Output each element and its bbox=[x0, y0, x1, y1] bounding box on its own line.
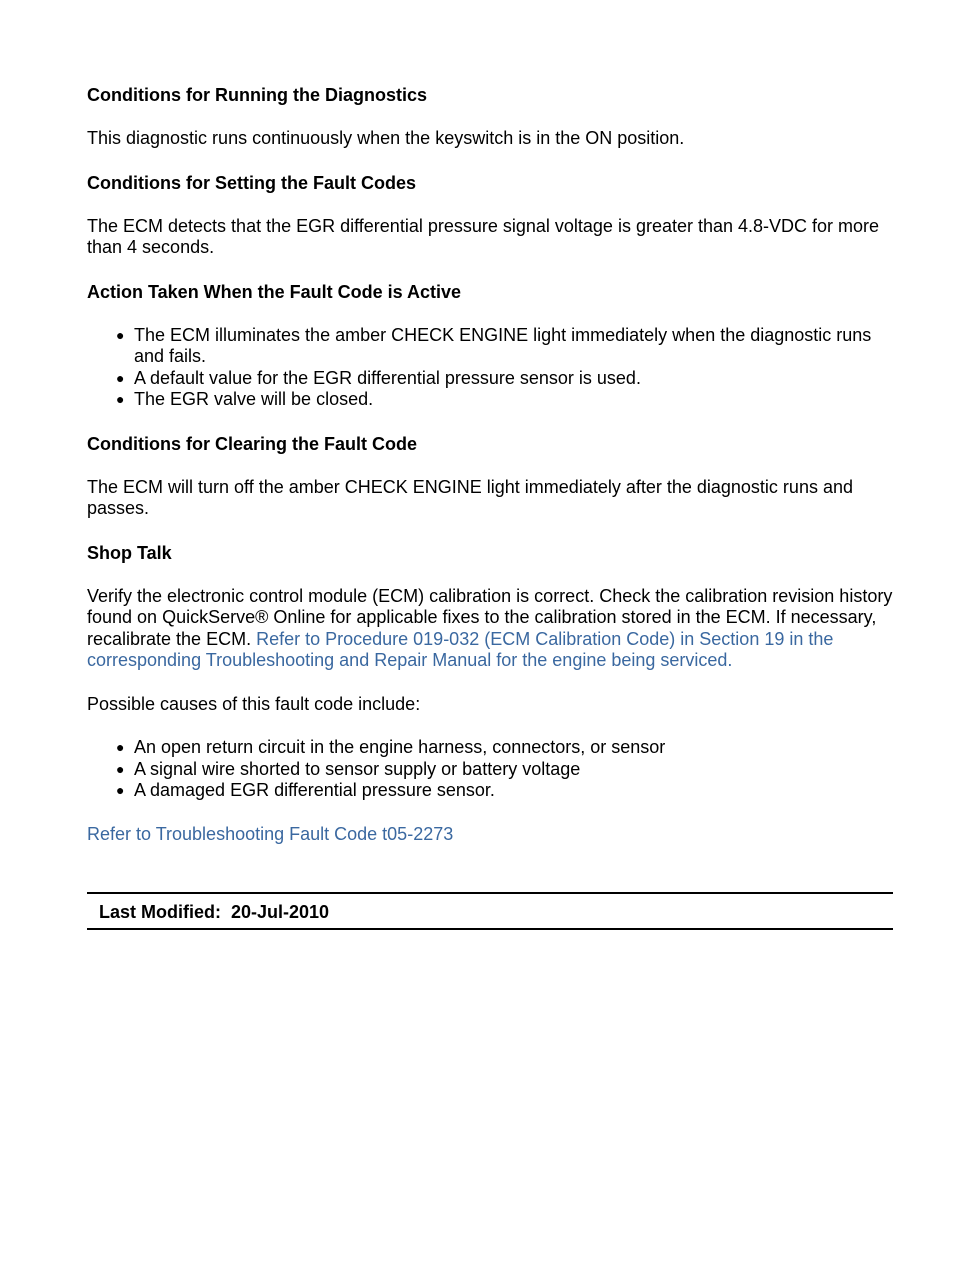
document-body bbox=[87, 84, 893, 867]
bullet-icon: ● bbox=[116, 326, 125, 343]
last-modified-label: Last Modified: 20-Jul-2010 bbox=[99, 902, 330, 922]
bullet-icon: ● bbox=[116, 369, 125, 386]
causes-list bbox=[87, 737, 893, 802]
heading-clearing-conditions: Conditions for Clearing the Fault Code bbox=[87, 433, 417, 454]
running-conditions-text: This diagnostic runs continuously when the keyswitch is in the ON position. bbox=[87, 128, 685, 148]
heading-action-taken: Action Taken When the Fault Code is Active bbox=[87, 281, 462, 302]
fault-code-reference bbox=[87, 824, 893, 846]
action-taken-list bbox=[87, 325, 893, 411]
list-item-text: An open return circuit in the engine harness, connectors, or sensor bbox=[134, 737, 666, 757]
list-item bbox=[116, 758, 893, 781]
list-item bbox=[116, 780, 893, 802]
bullet-icon: ● bbox=[116, 391, 125, 407]
clearing-conditions-text: The ECM will turn off the amber CHECK ENGINE light immediately after the diagnostic runs and passes. bbox=[87, 476, 853, 518]
bullet-icon: ● bbox=[116, 739, 125, 755]
list-item bbox=[116, 367, 893, 390]
list-item-text: A signal wire shorted to sensor supply or battery voltage bbox=[134, 758, 581, 779]
fault-code-link[interactable]: Refer to Troubleshooting Fault Code t05-2273 bbox=[87, 823, 454, 844]
list-item-text: The EGR valve will be closed. bbox=[134, 389, 374, 409]
heading-shop-talk: Shop Talk bbox=[87, 542, 172, 563]
bullet-icon: ● bbox=[116, 782, 125, 798]
shop-talk-text bbox=[87, 586, 893, 672]
causes-intro: Possible causes of this fault code include: bbox=[87, 693, 421, 714]
list-item bbox=[116, 324, 893, 368]
heading-setting-conditions: Conditions for Setting the Fault Codes bbox=[87, 172, 416, 193]
list-item-text: A damaged EGR differential pressure sensor. bbox=[134, 780, 495, 800]
list-item-text: A default value for the EGR differential pressure sensor is used. bbox=[134, 367, 641, 388]
bullet-icon: ● bbox=[116, 760, 125, 777]
footer-bar bbox=[87, 892, 893, 930]
list-item bbox=[116, 389, 893, 411]
procedure-link[interactable]: Refer to Procedure 019-032 (ECM Calibration Code) in Section 19 in the corresponding Troubleshooting and Repair Manual for the engine being serviced. bbox=[87, 628, 834, 670]
list-item bbox=[116, 737, 893, 759]
list-item-text: The ECM illuminates the amber CHECK ENGINE light immediately when the diagnostic runs and fails. bbox=[134, 324, 872, 366]
setting-conditions-text: The ECM detects that the EGR differential pressure signal voltage is greater than 4.8-VDC for more than 4 seconds. bbox=[87, 215, 880, 257]
heading-running-conditions: Conditions for Running the Diagnostics bbox=[87, 85, 427, 105]
shop-talk-body: Verify the electronic control module (ECM) calibration is correct. Check the calibration revision history found on QuickServe® Online for applicable fixes to the calibration stored in the ECM. If necessary, recalibrate the ECM. bbox=[87, 585, 893, 649]
